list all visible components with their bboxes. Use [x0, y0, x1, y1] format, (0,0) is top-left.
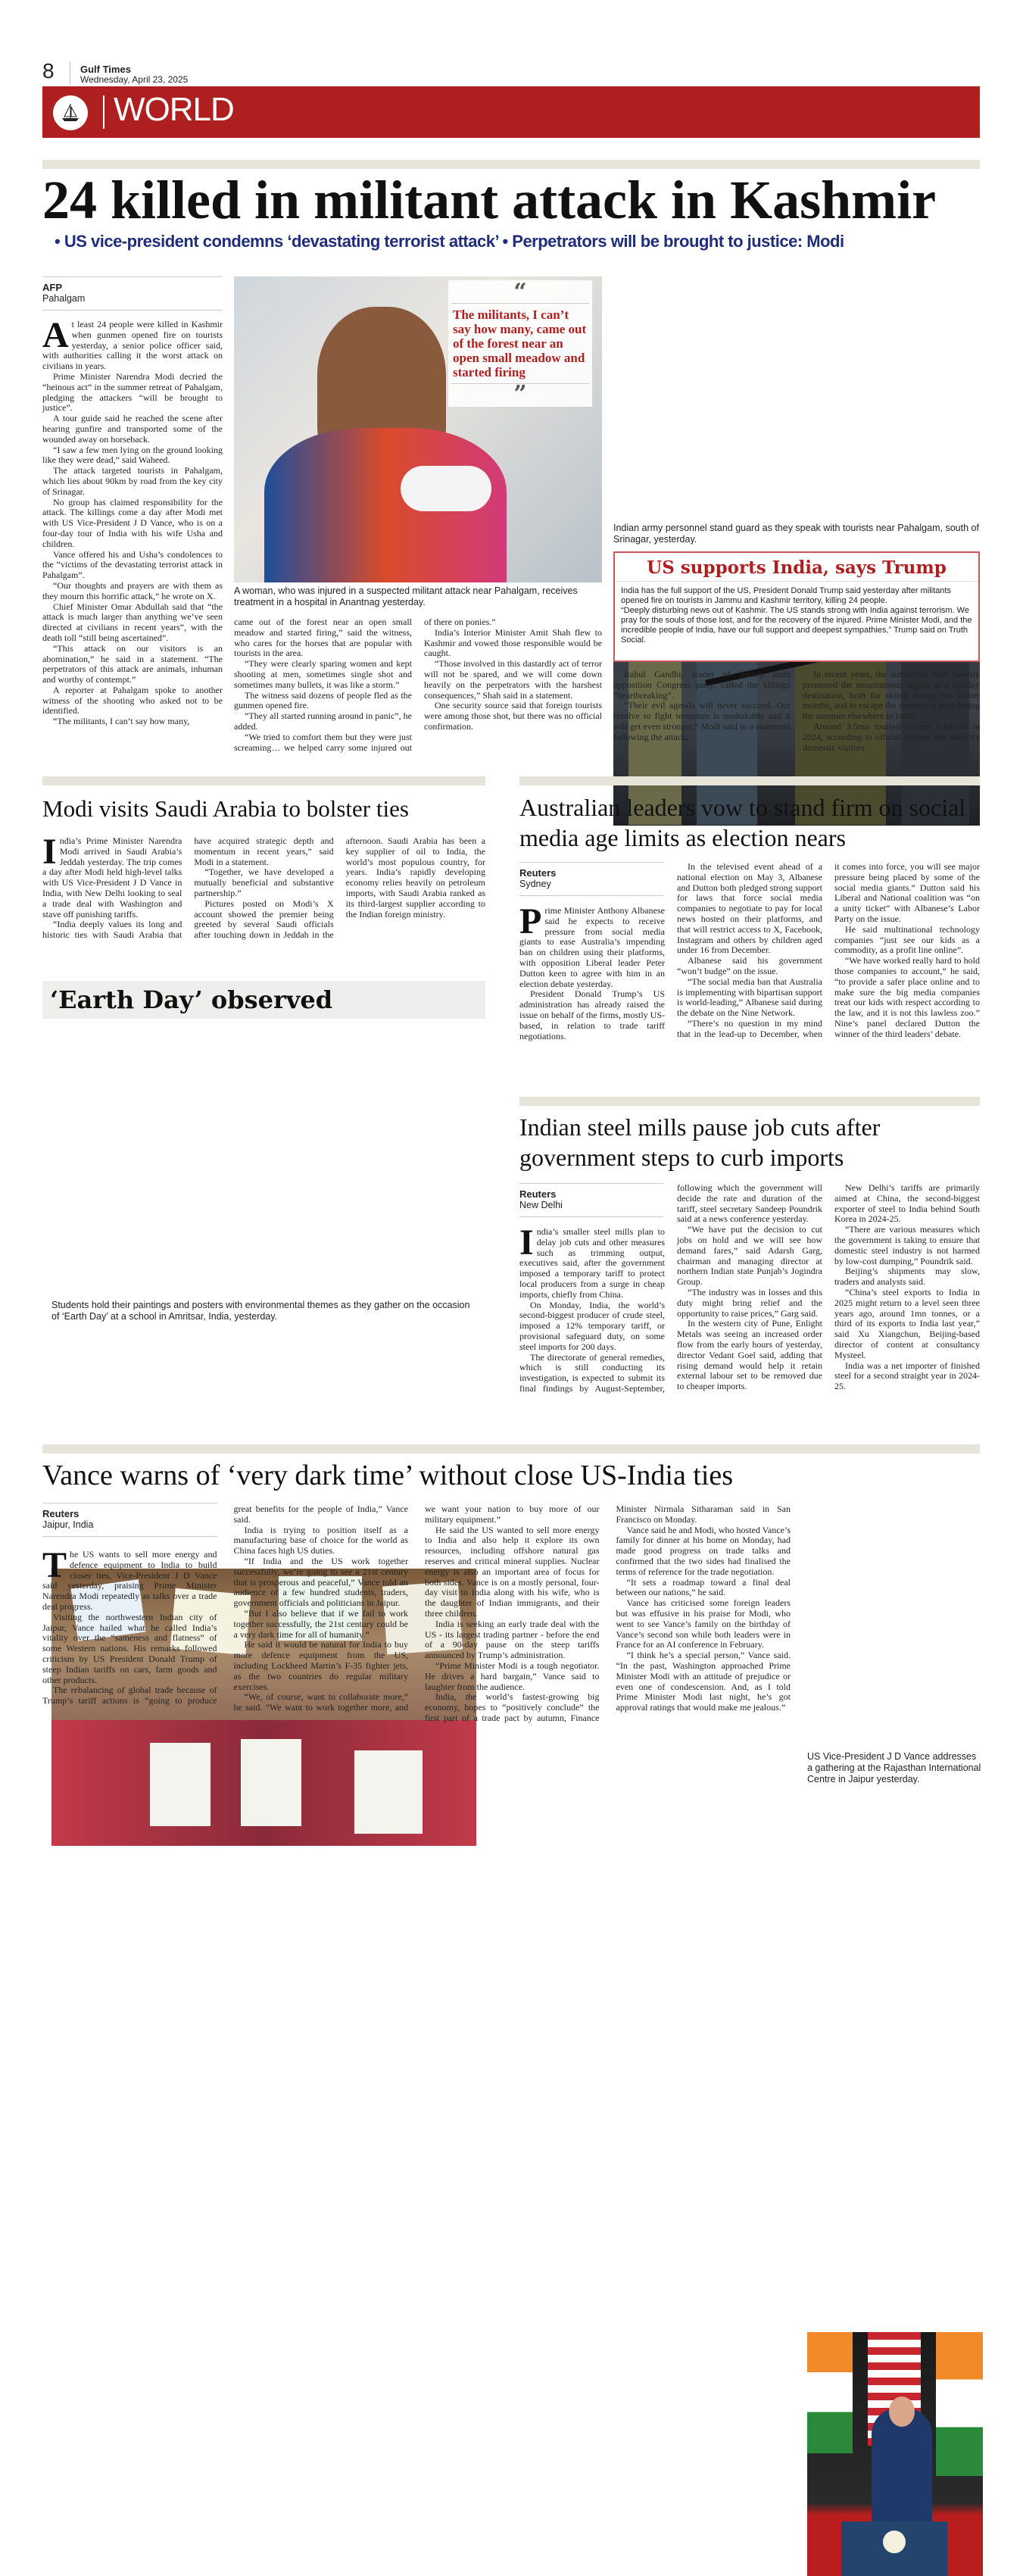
- paragraph: “It sets a roadmap toward a final deal between our nations,” he said.: [616, 1576, 791, 1598]
- paragraph: “I saw a few men lying on the ground looking like they were dead,” said Waheed.: [42, 444, 223, 466]
- paragraph: Albanese said his government “won’t budge” on the issue.: [677, 955, 822, 976]
- dateline: Jaipur, India: [42, 1519, 94, 1530]
- sidebar-paragraph: “Deeply disturbing news out of Kashmir. The US stands strong with India against terrorism. We pray for the souls of those lost, and for the recovery of the injured. Prime Minister Modi, and the incredible people of India, have our full support and deepest sympathies,” Trump said on Truth Social.: [621, 606, 972, 645]
- paragraph: Visiting the northwestern Indian city of Jaipur, Vance hailed what he called India’s vitality over the “sameness and flatness” of some Western nations. His remarks followed criticism by US President Donald Trump of steep Indian tariffs on cars, farm goods and other products.: [42, 1611, 217, 1685]
- paragraph: On Monday, India, the world’s second-biggest producer of crude steel, imposed a 12% temporary tariff, or provisional safeguard duty, on some steel imports for 200 days.: [519, 1299, 665, 1352]
- lead-byline: [42, 276, 223, 311]
- paragraph: No group has claimed responsibility for the attack. The killings come a day after Modi met with US Vice-President J D Vance, who is on a four-day tour of India with his wife Usha and children.: [42, 496, 223, 549]
- paragraph: The witness said dozens of people fled as the gunmen opened fire.: [234, 689, 412, 711]
- paragraph: A tour guide said he reached the scene after hearing gunfire and transported some of the wounded away on horseback.: [42, 413, 223, 445]
- photo-caption: US Vice-President J D Vance addresses a gathering at the Rajasthan International Centre in Jaipur yesterday.: [807, 1751, 981, 1784]
- paragraph: In recent years, the authorities have heavily promoted the mountainous region as a holiday destination, both for skiing during the winter months, and to escape the sweltering heat during the summer elsewhere in India.: [803, 669, 980, 722]
- sidebar-title: US supports India, says Trump: [615, 553, 978, 582]
- photo-vance-speaking: [807, 2332, 983, 2576]
- paragraph: India is trying to position itself as a manufacturing base of choice for the world as China faces high US duties.: [233, 1524, 408, 1557]
- lead-columns-4-5: [613, 670, 980, 753]
- paragraph: “They all started running around in panic”, he added.: [234, 710, 412, 732]
- paragraph: “The industry was in losses and this duty might bring relief and the opportunity to raise prices,” Garg said.: [677, 1286, 822, 1319]
- paragraph: Pictures posted on Modi’s X account showed the premier being greeted by several Saudi officials after touching down in Jeddah in the afternoon. Saudi Arabia has been a key supplier of oil to India, the world’s most populous country, for years. India’s rapidly developing economy relies heavily on petroleum imports, with Saudi Arabia ranked as its third-largest supplier according to the Indian foreign ministry.: [194, 835, 485, 941]
- paragraph: Vance offered his and Usha’s condolences to the “victims of the devastating terrorist attack in Pahalgam”.: [42, 548, 223, 581]
- quote-close-icon: ”: [513, 381, 527, 407]
- byline-spacer: [519, 1183, 665, 1227]
- paragraph: In the televised event ahead of a national election on May 3, Albanese and Dutton both pledged strong support for laws that force social media companies to negotiate to pay for local news hosted on their platforms, and that will restrict access to X, Facebook, Instagram and others by children aged under 16 from December.: [677, 861, 822, 956]
- byline-spacer: [42, 1504, 217, 1550]
- australia-headline: Australian leaders vow to stand firm on social media age limits as election nears: [519, 794, 966, 851]
- paragraph: At least 24 people were killed in Kashmir when gunmen opened fire on tourists yesterday, a senior police officer said, with authorities calling it the worst attack on civilians in years.: [42, 315, 223, 372]
- lead-column-1: [42, 315, 223, 727]
- agency: Reuters: [519, 1188, 557, 1200]
- lead-headline: 24 killed in militant attack in Kashmir: [42, 170, 937, 230]
- section-divider: [42, 160, 980, 169]
- agency: Reuters: [42, 1508, 80, 1519]
- pull-quote: [448, 280, 592, 407]
- paragraph: President Donald Trump’s US administration has already raised the issue on behalf of the firms, mostly US-based, in relation to trade tariff negotiations.: [519, 988, 665, 1041]
- paragraph: The rebalancing of global trade because of Trump’s tariff actions is “going to produce great benefits for the people of India,” Vance said.: [42, 1503, 408, 1706]
- paragraph: He said it would be natural for India to buy more defence equipment from the US, including Lockheed Martin’s F-35 fighter jets, as the two countries do regular military exercises.: [233, 1639, 408, 1692]
- modi-body: [42, 832, 485, 941]
- paragraph: “I think he’s a special person,” Vance said. “In the past, Washington approached Prime Minister Modi with an attitude of prejudice or even one of condescension. And, as I told Prime Minister Modi last night, he’s got approval ratings that would make me jealous.”: [616, 1650, 791, 1713]
- paragraph: India’s smaller steel mills plan to delay job cuts and other measures such as trimming output, executives said, after the government imposed a temporary tariff to protect local producers from a surge in cheap imports, chiefly from China.: [519, 1222, 665, 1300]
- paragraph: “There’s no question in my mind that in the lead-up to December, when it comes into force, you will see major pressure being placed by some of the social media giants.” Dutton said his Liberal and National coalition was “on a unity ticket” with Albanese’s Labor Party on the issue.: [677, 861, 980, 1039]
- paragraph: Prime Minister Narendra Modi decried the “heinous act” in the summer retreat of Pahalgam, pledging the attackers “will be brought to justice”.: [42, 370, 223, 414]
- paragraph: “There are various measures which the government is taking to ensure that domestic steel industry is not harmed by low-cost dumping,” Poundrik said.: [834, 1224, 980, 1266]
- earthday-headline: ‘Earth Day’ observed: [50, 985, 333, 1014]
- paragraph: “The militants, I can’t say how many,: [53, 716, 190, 727]
- paragraph: “They were clearly sparing women and kept shooting at men, sometimes single shot and sometimes many bullets, it was like a storm.”: [234, 658, 412, 690]
- byline-spacer: [519, 862, 665, 906]
- pull-quote-text: The militants, I can’t say how many, came out of the forest near an open small meadow and started firing: [451, 303, 589, 384]
- steel-headline: Indian steel mills pause job cuts after government steps to curb imports: [519, 1113, 881, 1171]
- paragraph: “If India and the US work together successfully, we’re going to see a 21st century that is prosperous and peaceful,” Vance told an audience of a few hundred students, traders, government officials and politicians in Jaipur.: [233, 1555, 408, 1609]
- earthday-header: [42, 981, 485, 1019]
- paragraph: Vance said he and Modi, who hosted Vance’s family for dinner at his home on Monday, had made good progress on trade talks and confirmed that the two sides had finalised the terms of reference for the trade negotiation.: [616, 1524, 791, 1577]
- sidebar-paragraph: India has the full support of the US, President Donald Trump said yesterday after militants opened fire on tourists in Jammu and Kashmir territory, killing 24 people.: [621, 586, 951, 605]
- paragraph: “China’s steel exports to India in 2025 might return to a level seen three years ago, around 1mn tonnes, or a third of its exports to India last year,” said Xu Xiangchun, Beijing-based director of content at consultancy Mysteel.: [834, 1286, 980, 1360]
- section-banner: [42, 86, 980, 138]
- paragraph: India, the world’s fastest-growing big economy, hopes to “positively conclude” the first part of a trade pact by autumn, Finance Minister Nirmala Sitharaman said in San Francisco on Monday.: [425, 1503, 791, 1723]
- paragraph: “We, of course, want to collaborate more,” he said. “We want to work together more, and we want your nation to buy more of our military equipment.”: [233, 1503, 600, 1713]
- section-divider: [519, 776, 980, 785]
- paragraph: He said multinational technology companies “just see our kids as a commodity, as a profit line online”.: [834, 923, 980, 956]
- page-number: 8: [42, 59, 55, 83]
- quote-open-icon: “: [513, 279, 527, 305]
- section-divider: [519, 1097, 980, 1106]
- paragraph: “Together, we have developed a mutually beneficial and substantive partnership.”: [194, 866, 334, 898]
- section-divider: [42, 1444, 980, 1453]
- divider: [103, 95, 104, 129]
- paragraph: In the western city of Pune, Enlight Metals was seeing an increased order flow from the early hours of yesterday, director Vedant Goel said, adding that rising demand would help it retain external labour set to be removed due to cheaper imports.: [677, 1318, 822, 1392]
- steel-body: [519, 1183, 980, 1394]
- paragraph: He said the US wanted to sell more energy to India and also help it explore its own resources, including offshore natural gas reserves and critical mineral supplies. Nuclear energy is also an important area of focus for both sides. Vance is on a mostly personal, four-day visit to India along with his wife, who is the daughter of Indian immigrants, and their three children.: [425, 1524, 600, 1619]
- publication-date: Wednesday, April 23, 2025: [80, 74, 189, 85]
- paragraph: “India deeply values its long and historic ties with Saudi Arabia that have acquired strategic depth and momentum in recent years,” said Modi in a statement.: [42, 835, 334, 941]
- photo-caption: Students hold their paintings and posters with environmental themes as they gather on the occasion of ‘Earth Day’ at a school in Amritsar, India, yesterday.: [51, 1300, 470, 1322]
- vance-body: [42, 1504, 791, 1724]
- photo-caption: A woman, who was injured in a suspected militant attack near Pahalgam, receives treatment in a hospital in Anantnag yesterday.: [234, 585, 578, 607]
- paragraph: “We have worked really hard to hold those companies to account,” he said, “to provide a safer place online and to make sure the big media companies treat our kids with respect according to the law, and it is not this lawless zoo.” Nine’s panel declared Dutton the winner of the third leaders’ debate.: [834, 955, 980, 1039]
- publication-name: Gulf Times: [80, 64, 131, 75]
- dateline: New Delhi: [519, 1200, 563, 1210]
- paragraph: “The social media ban that Australia is implementing with bipartisan support is world-leading,” Albanese said during the debate on the Nine Network.: [677, 976, 822, 1019]
- paragraph: The attack targeted tourists in Pahalgam, which lies about 90km by road from the key city of Srinagar.: [42, 465, 223, 497]
- paragraph: The US wants to sell more energy and defence equipment to India to build closer ties, Vice-President J D Vance said yesterday, praising Prime Minister Narendra Modi repeatedly as talks over a trade deal progress.: [42, 1545, 217, 1612]
- paragraph: Around 3.5mn tourists visited Kashmir in 2024, according to official figures, the majority domestic visitors.: [803, 720, 980, 753]
- dhow-boat-icon: [53, 95, 88, 130]
- lead-columns-2-3: [234, 617, 602, 753]
- paragraph: “This attack on our visitors is an abomination,” he said in a statement. “The perpetrators of this attack are animals, inhuman and worthy of contempt.”: [42, 642, 223, 685]
- paragraph: Vance has criticised some foreign leaders but was effusive in his praise for Modi, who went to see Vance’s family on the birthday of Vance’s second son while both leaders were in France for an AI conference in February.: [616, 1597, 791, 1650]
- paragraph: The directorate of general remedies, which is still conducting its investigation, is expected to submit its final findings by August-September, following which the government will decide the rate and duration of the tariff, steel secretary Sandeep Poundrik said at a news conference yesterday.: [519, 1182, 822, 1394]
- paragraph: “Prime Minister Modi is a tough negotiator. He drives a hard bargain,” Vance said to laughter from the audience.: [425, 1660, 600, 1692]
- paragraph: “But I also believe that if we fail to work together successfully, the 21st century could be a very dark time for all of humanity.”: [233, 1607, 408, 1640]
- paragraph: India was a net importer of finished steel for a second straight year in 2024-25.: [834, 1360, 980, 1392]
- paragraph: New Delhi’s tariffs are primarily aimed at China, the second-biggest exporter of steel to India behind South Korea in 2024-25.: [834, 1182, 980, 1225]
- modi-headline: Modi visits Saudi Arabia to bolster ties: [42, 795, 409, 822]
- sidebar-body: [615, 582, 978, 650]
- paragraph: Beijing’s shipments may slow, traders and analysts said.: [834, 1266, 980, 1288]
- paragraph: Rahul Gandhi, leader of India’s main opposition Congress party, called the killings “heartbreaking”.: [613, 669, 791, 701]
- paragraph: “Those involved in this dastardly act of terror will not be spared, and we will come down heavily on the perpetrators with the harshest consequences,” Shah said in a statement.: [424, 658, 602, 701]
- paragraph: India is seeking an early trade deal with the US - its largest trading partner - before the end of a 90-day pause on the steep tariffs announced by Trump’s administration.: [425, 1618, 600, 1661]
- vance-headline: Vance warns of ‘very dark time’ without close US-India ties: [42, 1460, 734, 1491]
- dateline: Pahalgam: [42, 293, 86, 304]
- agency: Reuters: [519, 867, 557, 879]
- paragraph: India’s Prime Minister Narendra Modi arrived in Saudi Arabia’s Jeddah yesterday. The trip comes a day after Modi held high-level talks with US Vice-President J D Vance in India, with New Delhi looking to seal a trade deal with Washington and stave off punishing tariffs.: [42, 832, 182, 920]
- paragraph: India’s Interior Minister Amit Shah flew to Kashmir and vowed those responsible would be caught.: [424, 626, 602, 659]
- paragraph: came out of the forest near an open small meadow and started firing,” said the witness, who cares for the horses that are popular with tourists in the area.: [234, 617, 412, 659]
- lead-subhead: • US vice-president condemns ‘devastating terrorist attack’ • Perpetrators will be brought to justice: Modi: [55, 232, 844, 251]
- paragraph: “We tried to comfort them but they were just screaming… we helped carry some injured out of there on ponies.”: [234, 617, 496, 753]
- paragraph: “Their evil agenda will never succeed. Our resolve to fight terrorism is unshakable and it will get even stronger,” Modi said in a statement following the attack.: [613, 700, 791, 742]
- australia-body: [519, 862, 980, 1041]
- agency: AFP: [42, 282, 62, 293]
- photo-caption: Indian army personnel stand guard as they speak with tourists near Pahalgam, south of Srinagar, yesterday.: [613, 523, 979, 545]
- paragraph: Prime Minister Anthony Albanese said he expects to receive pressure from social media giants to ease Australia’s impending ban on children using their platforms, with opposition Liberal leader Peter Dutton keen to agree with him in an election debate yesterday.: [519, 901, 665, 989]
- paragraph: A reporter at Pahalgam spoke to another witness of the shooting who asked not to be identified.: [42, 684, 223, 717]
- section-divider: [42, 776, 485, 785]
- paragraph: One security source said that foreign tourists were among those shot, but there was no official confirmation.: [424, 700, 602, 732]
- section-title: WORLD: [114, 91, 234, 128]
- sidebar-box: [613, 551, 980, 662]
- paragraph: Chief Minister Omar Abdullah said that “the attack is much larger than anything we’ve seen directed at civilians in recent years”, with the death toll “still being ascertained”.: [42, 601, 223, 643]
- paragraph: “We have put the decision to cut jobs on hold and we will see how demand fares,” said Adarsh Garg, chairman and managing director at northern Indian state Punjab’s Jogindra Group.: [677, 1224, 822, 1288]
- paragraph: “Our thoughts and prayers are with them as they mourn this horrific attack,” he wrote on X.: [42, 579, 223, 601]
- dateline: Sydney: [519, 879, 551, 889]
